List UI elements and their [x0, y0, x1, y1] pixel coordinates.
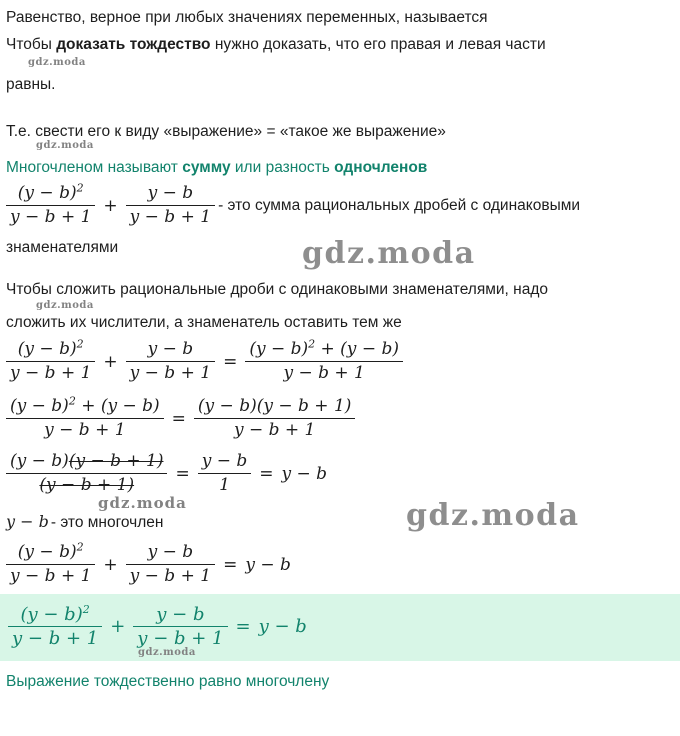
fraction-numerator [6, 396, 164, 419]
math-term: (y − b) [197, 396, 257, 416]
formula-cancellation-step [6, 451, 674, 496]
formula-fraction-sum-intro [6, 183, 674, 228]
fraction-denominator: y − b + 1 [233, 420, 316, 440]
exponent: 2 [68, 394, 76, 408]
math-term: + (y − b) [75, 396, 160, 416]
math-result: y − b [258, 616, 307, 637]
fraction-numerator: y − b [126, 183, 215, 206]
text-segment: нужно доказать, что его правая и левая части [210, 36, 546, 53]
formula-caption: - это сумма рациональных дробей с одинаковыми [218, 196, 581, 214]
math-term: (y − b) [17, 542, 77, 562]
exponent: 2 [308, 337, 316, 351]
fraction-denominator: y − b + 1 [137, 628, 224, 649]
math-term: (y − b) [249, 339, 309, 359]
addition-rule-line-2: сложить их числители, а знаменатель оставить тем же [6, 314, 402, 331]
exponent: 2 [76, 181, 84, 195]
fraction-numerator [6, 339, 95, 362]
fraction-squared [6, 339, 95, 384]
math-result: y − b [281, 463, 328, 484]
plus-operator: + [110, 616, 126, 637]
math-term: (y − b + 1) [256, 396, 352, 416]
fraction-numerator [6, 451, 167, 474]
definition-line: Равенство, верное при любых значениях переменных, называется [6, 9, 488, 26]
fraction-simple [126, 339, 215, 384]
polynomial-definition-line [6, 158, 674, 178]
fraction-denominator: y − b + 1 [10, 207, 92, 227]
bold-monomials-word: одночленов [334, 159, 428, 176]
fraction-numerator [194, 396, 355, 419]
conclusion-line: Выражение тождественно равно многочлену [6, 673, 330, 690]
fraction-product-numerator [194, 396, 355, 441]
fraction-numerator [6, 542, 95, 565]
math-term: (y − b) [17, 339, 77, 359]
exponent: 2 [76, 540, 84, 554]
math-expression [6, 183, 215, 228]
math-term: + (y − b) [315, 339, 399, 359]
fraction-denominator [6, 474, 167, 496]
cancelled-factor: (y − b + 1) [68, 451, 164, 471]
fraction-denominator: y − b + 1 [44, 420, 126, 440]
plus-operator: + [103, 351, 118, 372]
plus-operator: + [103, 554, 118, 575]
fraction-numerator: y − b [133, 604, 227, 627]
reduce-to-form-line: Т.е. свести его к виду «выражение» = «такое же выражение» [6, 123, 446, 140]
formula-caption-continuation: знаменателями [6, 239, 119, 256]
fraction-denominator: y − b + 1 [283, 363, 365, 383]
equals-operator: = [171, 408, 186, 429]
fraction-denominator: y − b + 1 [129, 566, 212, 586]
fraction-simple [133, 604, 227, 649]
text-segment: или разность [230, 159, 335, 176]
fraction-numerator: y − b [198, 451, 252, 474]
fraction-squared [8, 604, 102, 649]
math-term: (y − b) [20, 604, 83, 625]
watermark: gdz.moda [98, 494, 187, 512]
formula-addition-step [6, 339, 674, 384]
watermark: gdz.moda [406, 498, 580, 533]
bold-sum-word: сумму [182, 159, 231, 176]
math-expression [6, 542, 291, 587]
fraction-denominator: y − b + 1 [10, 566, 92, 586]
fraction-sum-numerator [6, 396, 164, 441]
cancelled-factor: (y − b + 1) [39, 475, 135, 495]
math-expression [6, 339, 403, 384]
equal-parts-line: равны. [6, 76, 56, 93]
fraction-sum-numerator [245, 339, 403, 384]
math-term: y − b [6, 512, 49, 531]
text-segment: - это многочлен [50, 514, 164, 531]
formula-final-answer [8, 604, 680, 649]
equals-operator: = [175, 463, 190, 484]
fraction-simple [126, 542, 215, 587]
watermark: gdz.moda [36, 140, 94, 151]
equals-operator: = [259, 463, 274, 484]
math-expression [8, 604, 307, 649]
highlighted-answer-box [0, 594, 680, 661]
equals-operator: = [223, 554, 238, 575]
math-expression [6, 396, 355, 441]
exponent: 2 [82, 603, 90, 616]
equals-operator: = [235, 616, 251, 637]
fraction-denominator: y − b + 1 [129, 363, 212, 383]
exponent: 2 [76, 337, 84, 351]
fraction-denominator: y − b + 1 [10, 363, 92, 383]
formula-identity-result [6, 542, 674, 587]
fraction-denominator: 1 [219, 475, 230, 495]
addition-rule-line-1: Чтобы сложить рациональные дроби с одинаковыми знаменателями, надо [6, 281, 549, 298]
fraction-squared [6, 183, 95, 228]
fraction-simple [126, 183, 215, 228]
watermark: gdz.moda [36, 300, 94, 311]
fraction-numerator [245, 339, 403, 362]
fraction-over-one [198, 451, 252, 496]
text-segment: Чтобы [6, 36, 57, 53]
fraction-numerator: y − b [126, 542, 215, 565]
math-term: (y − b) [10, 396, 69, 416]
watermark: gdz.moda [138, 647, 196, 658]
fraction-cancelled [6, 451, 167, 496]
prove-identity-line [6, 35, 674, 55]
fraction-numerator [8, 604, 102, 627]
math-term: (y − b) [10, 451, 69, 471]
fraction-denominator: y − b + 1 [129, 207, 212, 227]
fraction-denominator: y − b + 1 [12, 628, 99, 649]
bold-prove-identity: доказать тождество [56, 36, 211, 53]
math-expression [6, 451, 327, 496]
math-result: y − b [245, 554, 291, 575]
fraction-numerator [6, 183, 95, 206]
text-segment: Многочленом называют [6, 159, 183, 176]
fraction-squared [6, 542, 95, 587]
fraction-numerator: y − b [126, 339, 215, 362]
watermark: gdz.moda [28, 57, 86, 68]
math-term: (y − b) [17, 183, 77, 203]
equals-operator: = [223, 351, 238, 372]
watermark: gdz.moda [302, 236, 476, 271]
formula-factoring-step [6, 396, 674, 441]
plus-operator: + [103, 195, 118, 216]
